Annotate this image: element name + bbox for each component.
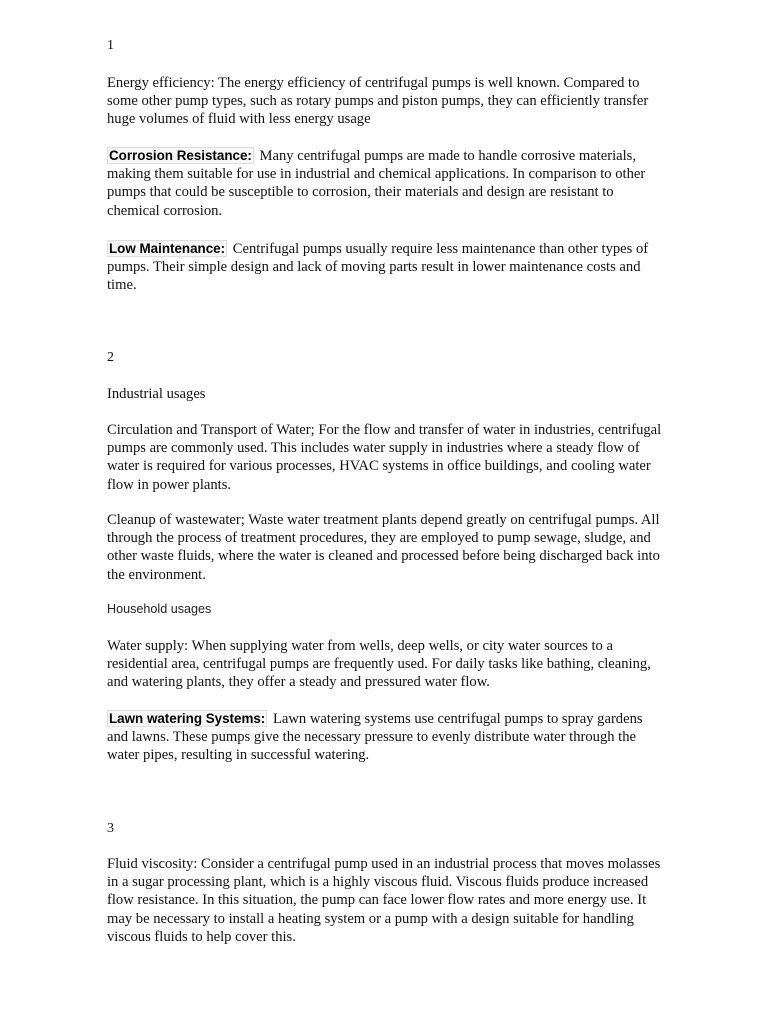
paragraph-water-supply: [107, 637, 663, 692]
paragraph-text: Cleanup of wastewater; Waste water treatment plants depend greatly on centrifugal pumps. All through the process of treatment procedures, they are employed to pump sewage, sludge, and other waste fluids, where the water is cleaned and processed before being discharged back into the environment.: [107, 512, 660, 583]
section-number-3: 3: [107, 821, 114, 836]
paragraph-energy-efficiency: [107, 74, 663, 129]
paragraph-circulation: [107, 421, 663, 494]
paragraph-text: Circulation and Transport of Water; For the flow and transfer of water in industries, centrifugal pumps are commonly used. This includes water supply in industries where a steady flow of water is required for various processes, HVAC systems in office buildings, and cooling water flow in power plants.: [107, 422, 662, 493]
paragraph-fluid-viscosity: [107, 855, 663, 946]
paragraph-text: Lawn watering systems use centrifugal pumps to spray gardens and lawns. These pumps give the necessary pressure to evenly distribute water through the water pipes, resulting in successful watering.: [107, 711, 643, 764]
section-number-1: 1: [107, 38, 114, 53]
section-heading-industrial: Industrial usages: [107, 386, 206, 402]
paragraph-text: Fluid viscosity: Consider a centrifugal pump used in an industrial process that moves molasses in a sugar processing plant, which is a highly viscous fluid. Viscous fluids produce increased flow resistance. In this situation, the pump can face lower flow rates and more energy use. It may be necessary to install a heating system or a pump with a design suitable for handling viscous fluids to help cover this.: [107, 856, 661, 945]
paragraph-wastewater: [107, 511, 663, 584]
paragraph-text: Water supply: When supplying water from wells, deep wells, or city water sources to a residential area, centrifugal pumps are frequently used. For daily tasks like bathing, cleaning, and watering plants, they offer a steady and pressured water flow.: [107, 638, 651, 691]
highlighted-label: Lawn watering Systems:: [109, 711, 266, 726]
paragraph-corrosion-resistance: [107, 147, 663, 220]
paragraph-low-maintenance: [107, 240, 663, 295]
highlighted-label: Low Maintenance:: [109, 241, 226, 256]
paragraph-text: Many centrifugal pumps are made to handle corrosive materials, making them suitable for use in industrial and chemical applications. In comparison to other pumps that could be susceptible to corrosion, their materials and design are resistant to chemical corrosion.: [107, 148, 646, 219]
paragraph-text: Centrifugal pumps usually require less maintenance than other types of pumps. Their simple design and lack of moving parts result in lower maintenance costs and time.: [107, 241, 649, 294]
section-number-2: 2: [107, 350, 114, 365]
highlighted-label: Corrosion Resistance:: [109, 148, 252, 163]
paragraph-lawn-watering: [107, 710, 663, 765]
section-subheading-household: Household usages: [107, 602, 212, 616]
paragraph-text: Energy efficiency: The energy efficiency of centrifugal pumps is well known. Compared to some other pump types, such as rotary pumps and piston pumps, they can efficiently transfer huge volumes of fluid with less energy usage: [107, 75, 649, 128]
